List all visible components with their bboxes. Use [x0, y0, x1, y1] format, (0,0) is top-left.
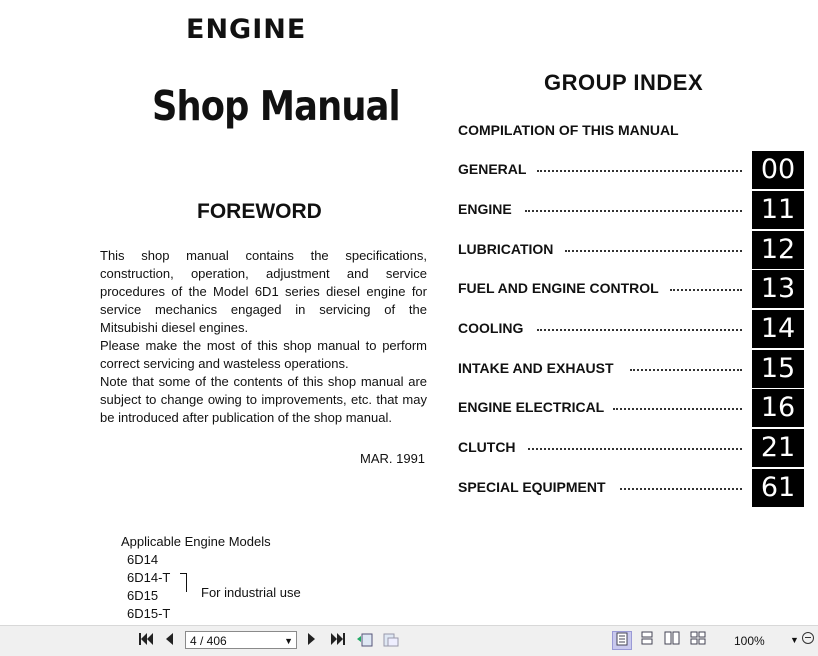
- engine-title: ENGINE: [186, 14, 307, 45]
- index-number: 21: [752, 429, 804, 467]
- index-label: ENGINE ELECTRICAL: [458, 399, 605, 415]
- dot-leader: [630, 369, 742, 371]
- index-row-engine[interactable]: [458, 191, 804, 229]
- dot-leader: [528, 448, 742, 450]
- foreword-body: [100, 247, 427, 427]
- index-number: 61: [752, 469, 804, 507]
- viewer-toolbar: [0, 625, 818, 656]
- index-label: SPECIAL EQUIPMENT: [458, 479, 606, 495]
- first-page-icon[interactable]: [137, 632, 155, 650]
- dot-leader: [537, 170, 742, 172]
- compilation-label: COMPILATION OF THIS MANUAL: [458, 122, 679, 138]
- engine-model: 6D14: [127, 552, 159, 567]
- page-number-field[interactable]: [185, 631, 297, 649]
- bracket-line: [180, 573, 187, 592]
- publication-date: MAR. 1991: [360, 451, 426, 466]
- index-number: 12: [752, 231, 804, 269]
- dot-leader: [525, 210, 742, 212]
- dot-leader: [613, 408, 742, 410]
- back-view-icon[interactable]: [355, 632, 375, 650]
- zoom-level[interactable]: 100%: [734, 634, 765, 648]
- continuous-facing-view-icon[interactable]: [688, 631, 708, 650]
- applicable-engines-heading: Applicable Engine Models: [121, 534, 271, 549]
- foreword-paragraph: Note that some of the contents of this shop manual are subject to change owing to improvements, etc. that may be introduced after publication of the shop manual.: [100, 374, 427, 425]
- index-label: FUEL AND ENGINE CONTROL: [458, 280, 659, 296]
- engine-model: 6D15: [127, 588, 159, 603]
- index-label: COOLING: [458, 320, 524, 336]
- engine-model: 6D15-T: [127, 606, 171, 621]
- index-row-electrical[interactable]: [458, 389, 804, 427]
- index-label: ENGINE: [458, 201, 512, 217]
- dot-leader: [537, 329, 742, 331]
- dot-leader: [565, 250, 742, 252]
- engine-model: 6D14-T: [127, 570, 171, 585]
- next-page-icon[interactable]: [305, 632, 319, 650]
- previous-page-icon[interactable]: [162, 632, 176, 650]
- facing-view-icon[interactable]: [662, 631, 682, 650]
- index-row-special-equipment[interactable]: [458, 469, 804, 507]
- dot-leader: [620, 488, 742, 490]
- applicable-engines: [121, 533, 321, 623]
- index-label: GENERAL: [458, 161, 527, 177]
- index-row-lubrication[interactable]: [458, 231, 804, 269]
- shop-manual-title: Shop Manual: [152, 82, 400, 130]
- index-row-fuel[interactable]: [458, 270, 804, 308]
- zoom-chevron-down-icon[interactable]: ▼: [790, 635, 799, 645]
- zoom-out-icon[interactable]: [802, 632, 814, 644]
- last-page-icon[interactable]: [329, 632, 347, 650]
- index-number: 14: [752, 310, 804, 348]
- index-number: 15: [752, 350, 804, 388]
- use-note: For industrial use: [201, 585, 301, 600]
- page-number-value: 4 / 406: [190, 634, 227, 648]
- index-row-general[interactable]: [458, 151, 804, 189]
- index-number: 11: [752, 191, 804, 229]
- index-row-cooling[interactable]: [458, 310, 804, 348]
- index-label: LUBRICATION: [458, 241, 554, 257]
- continuous-view-icon[interactable]: [637, 631, 657, 650]
- chevron-down-icon[interactable]: ▼: [284, 636, 293, 646]
- single-page-view-icon[interactable]: [612, 631, 632, 650]
- index-label: INTAKE AND EXHAUST: [458, 360, 614, 376]
- index-row-intake[interactable]: [458, 350, 804, 388]
- foreword-paragraph: Please make the most of this shop manual to perform correct servicing and wasteless operations.: [100, 338, 427, 371]
- foreword-heading: FOREWORD: [197, 200, 322, 223]
- forward-view-icon[interactable]: [381, 632, 401, 650]
- foreword-paragraph: This shop manual contains the specifications, construction, operation, adjustment and service procedures of the Model 6D1 series diesel engine for service mechanics engaged in servicing of the Mitsubishi diesel engines.: [100, 248, 427, 335]
- index-number: 00: [752, 151, 804, 189]
- dot-leader: [670, 289, 742, 291]
- group-index-title: GROUP INDEX: [544, 70, 704, 95]
- index-number: 13: [752, 270, 804, 308]
- index-row-clutch[interactable]: [458, 429, 804, 467]
- index-number: 16: [752, 389, 804, 427]
- index-label: CLUTCH: [458, 439, 516, 455]
